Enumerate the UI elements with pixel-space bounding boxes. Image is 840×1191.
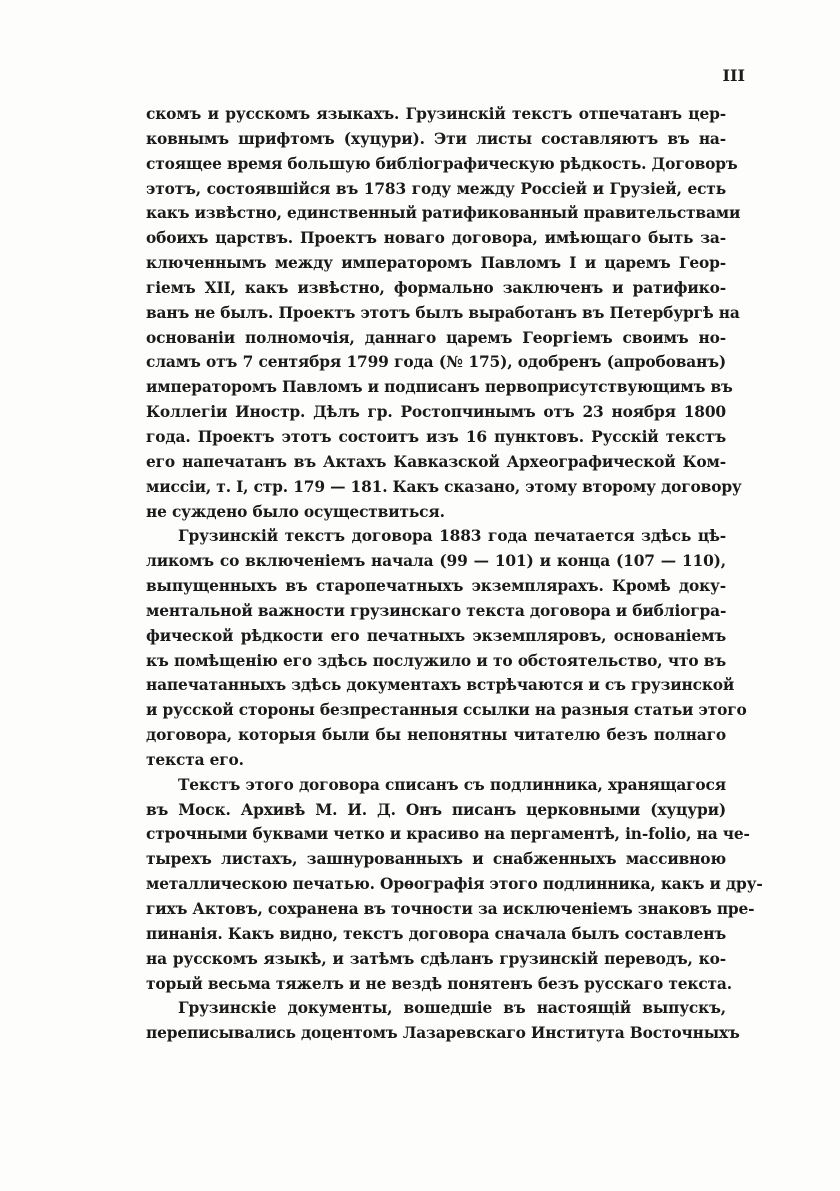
paragraph [146, 773, 763, 997]
text-line: стоящее время большую библіографическую рѣдкость. Договоръ [146, 154, 738, 173]
text-line: ключеннымъ между императоромъ Павломъ I и царемъ Геор- [146, 254, 726, 273]
text-line: скомъ и русскомъ языкахъ. Грузинскій текстъ отпечатанъ цер- [146, 105, 726, 123]
text-line: фической рѣдкости его печатныхъ экземпляровъ, основаніемъ [146, 626, 726, 645]
body-text [146, 102, 763, 1046]
text-line: и русской стороны безпрестанныя ссылки на разныя статьи этого [146, 701, 747, 720]
text-line: на русскомъ языкѣ, и затѣмъ сдѣланъ грузинскій переводъ, ко- [146, 949, 726, 968]
text-line: Текстъ этого договора списанъ съ подлинника, хранящагося [178, 775, 726, 794]
text-line: его напечатанъ въ Актахъ Кавказской Археографической Ком- [146, 452, 726, 471]
text-line: Грузинскіе документы, вошедшіе въ настоящій выпускъ, [178, 999, 726, 1018]
text-line: текста его. [146, 750, 244, 769]
text-line: въ Моск. Архивѣ М. И. Д. Онъ писанъ церковными (хуцури) [146, 800, 726, 819]
text-line: договора, которыя были бы непонятны читателю безъ полнаго [146, 726, 726, 745]
text-line: сламъ отъ 7 сентября 1799 года (№ 175), одобренъ (апробованъ) [146, 353, 726, 372]
text-line: выпущенныхъ въ старопечатныхъ экземплярахъ. Кромѣ доку- [146, 577, 726, 596]
text-line: пинанія. Какъ видно, текстъ договора сначала былъ составленъ [146, 924, 726, 943]
text-line: строчными буквами четко и красиво на пергаментѣ, in-folio, на че- [146, 825, 750, 844]
text-line: обоихъ царствъ. Проектъ новаго договора, имѣющаго быть за- [146, 229, 726, 248]
text-line: торый весьма тяжелъ и не вездѣ понятенъ безъ русскаго текста. [146, 974, 732, 993]
text-line: не суждено было осуществиться. [146, 502, 445, 521]
text-line: ковнымъ шрифтомъ (хуцури). Эти листы составляютъ въ на- [146, 129, 726, 148]
text-line: переписывались доцентомъ Лазаревскаго Института Восточныхъ [146, 1024, 740, 1043]
text-line: этотъ, состоявшійся въ 1783 году между Россіей и Грузіей, есть [146, 179, 726, 198]
text-line: тырехъ листахъ, зашнурованныхъ и снабженныхъ массивною [146, 850, 726, 869]
text-line: императоромъ Павломъ и подписанъ первоприсутствующимъ въ [146, 378, 733, 397]
text-line: миссіи, т. I, стр. 179 — 181. Какъ сказано, этому второму договору [146, 477, 742, 496]
text-line: металлическою печатью. Орѳографія этого подлинника, какъ и дру- [146, 875, 763, 894]
text-line: къ помѣщенію его здѣсь послужило и то обстоятельство, что въ [146, 651, 726, 670]
text-line: напечатанныхъ здѣсь документахъ встрѣчаются и съ грузинской [146, 676, 735, 695]
text-line: ментальной важности грузинскаго текста договора и библіогра- [146, 601, 727, 620]
text-line: гіемъ XII, какъ извѣстно, формально заключенъ и ратифико- [146, 278, 726, 297]
paragraph [146, 102, 742, 524]
text-line: ликомъ со включеніемъ начала (99 — 101) и конца (107 — 110), [146, 552, 726, 571]
text-line: года. Проектъ этотъ состоитъ изъ 16 пунктовъ. Русскій текстъ [146, 427, 726, 446]
text-line: Грузинскій текстъ договора 1883 года печатается здѣсь цѣ- [178, 527, 726, 546]
text-line: какъ извѣстно, единственный ратификованный правительствами [146, 204, 741, 223]
text-line: Коллегіи Иностр. Дѣлъ гр. Ростопчинымъ отъ 23 ноября 1800 [146, 403, 726, 422]
paragraph [146, 524, 747, 772]
text-line: ванъ не былъ. Проектъ этотъ былъ выработанъ въ Петербургѣ на [146, 303, 740, 322]
page-number: III [722, 66, 745, 85]
paragraph [146, 996, 740, 1046]
text-line: основаніи полномочія, даннаго царемъ Георгіемъ своимъ но- [146, 328, 726, 347]
text-line: гихъ Актовъ, сохранена въ точности за исключеніемъ знаковъ пре- [146, 900, 755, 918]
